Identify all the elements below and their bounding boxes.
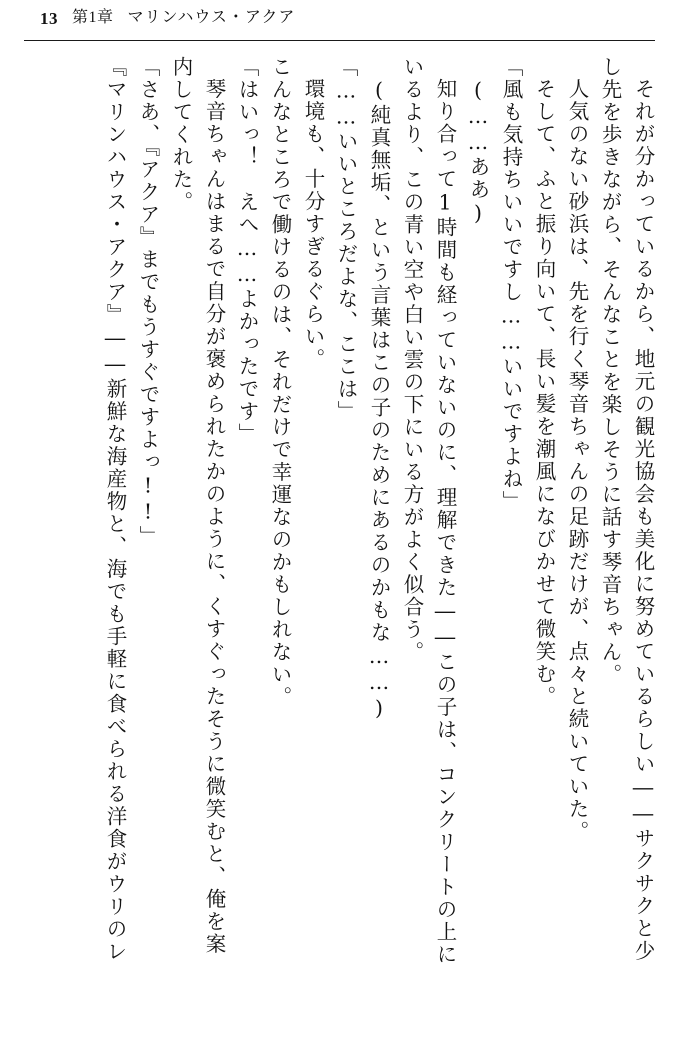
text-line: 「……いいところだよな、ここは」: [334, 56, 358, 423]
text-line: 『マリンハウス・アクア』――新鮮な海産物と、海でも手軽に食べられる洋食がウリのレ: [103, 56, 127, 963]
text-line: 「はいっ！ えへ……よかったです」: [235, 56, 259, 446]
text-line: 「さあ、『アクア』までもうすぐですよっ!!」: [136, 56, 160, 548]
text-line: そして、ふと振り向いて、長い髪を潮風になびかせて微笑む。: [532, 78, 556, 708]
text-line: いるより、この青い空や白い雲の下にいる方がよく似合う。: [400, 56, 424, 664]
text-line: 知り合って1時間も経っていないのに、理解できた――この子は、コンクリートの上に: [433, 78, 457, 966]
text-line: 環境も、十分すぎるぐらい。: [301, 78, 325, 371]
text-line: (……ああ): [466, 78, 490, 227]
header-divider: [24, 40, 655, 41]
text-line: こんなところで働けるのは、それだけで幸運なのかもしれない。: [268, 56, 292, 709]
chapter-title: マリンハウス・アクア: [127, 9, 296, 26]
chapter-label: 第1章: [72, 9, 114, 26]
page-number: 13: [40, 9, 58, 28]
text-line: し先を歩きながら、そんなことを楽しそうに話す琴音ちゃん。: [598, 56, 622, 686]
page-header: [0, 0, 679, 44]
text-line: 「風も気持ちいいですし……いいですよね」: [499, 56, 523, 513]
text-line: それが分かっているから、地元の観光協会も美化に努めているらしい――サクサクと少: [631, 78, 655, 963]
text-line: 内してくれた。: [169, 56, 193, 214]
body-text: [26, 56, 653, 1034]
text-line: 人気のない砂浜は、先を行く琴音ちゃんの足跡だけが、点々と続いていた。: [565, 78, 589, 843]
text-line: 琴音ちゃんはまるで自分が褒められたかのように、くすぐったそうに微笑むと、俺を案: [202, 78, 226, 956]
text-line: (純真無垢、という言葉はこの子のためにあるのかもな……): [367, 78, 391, 722]
